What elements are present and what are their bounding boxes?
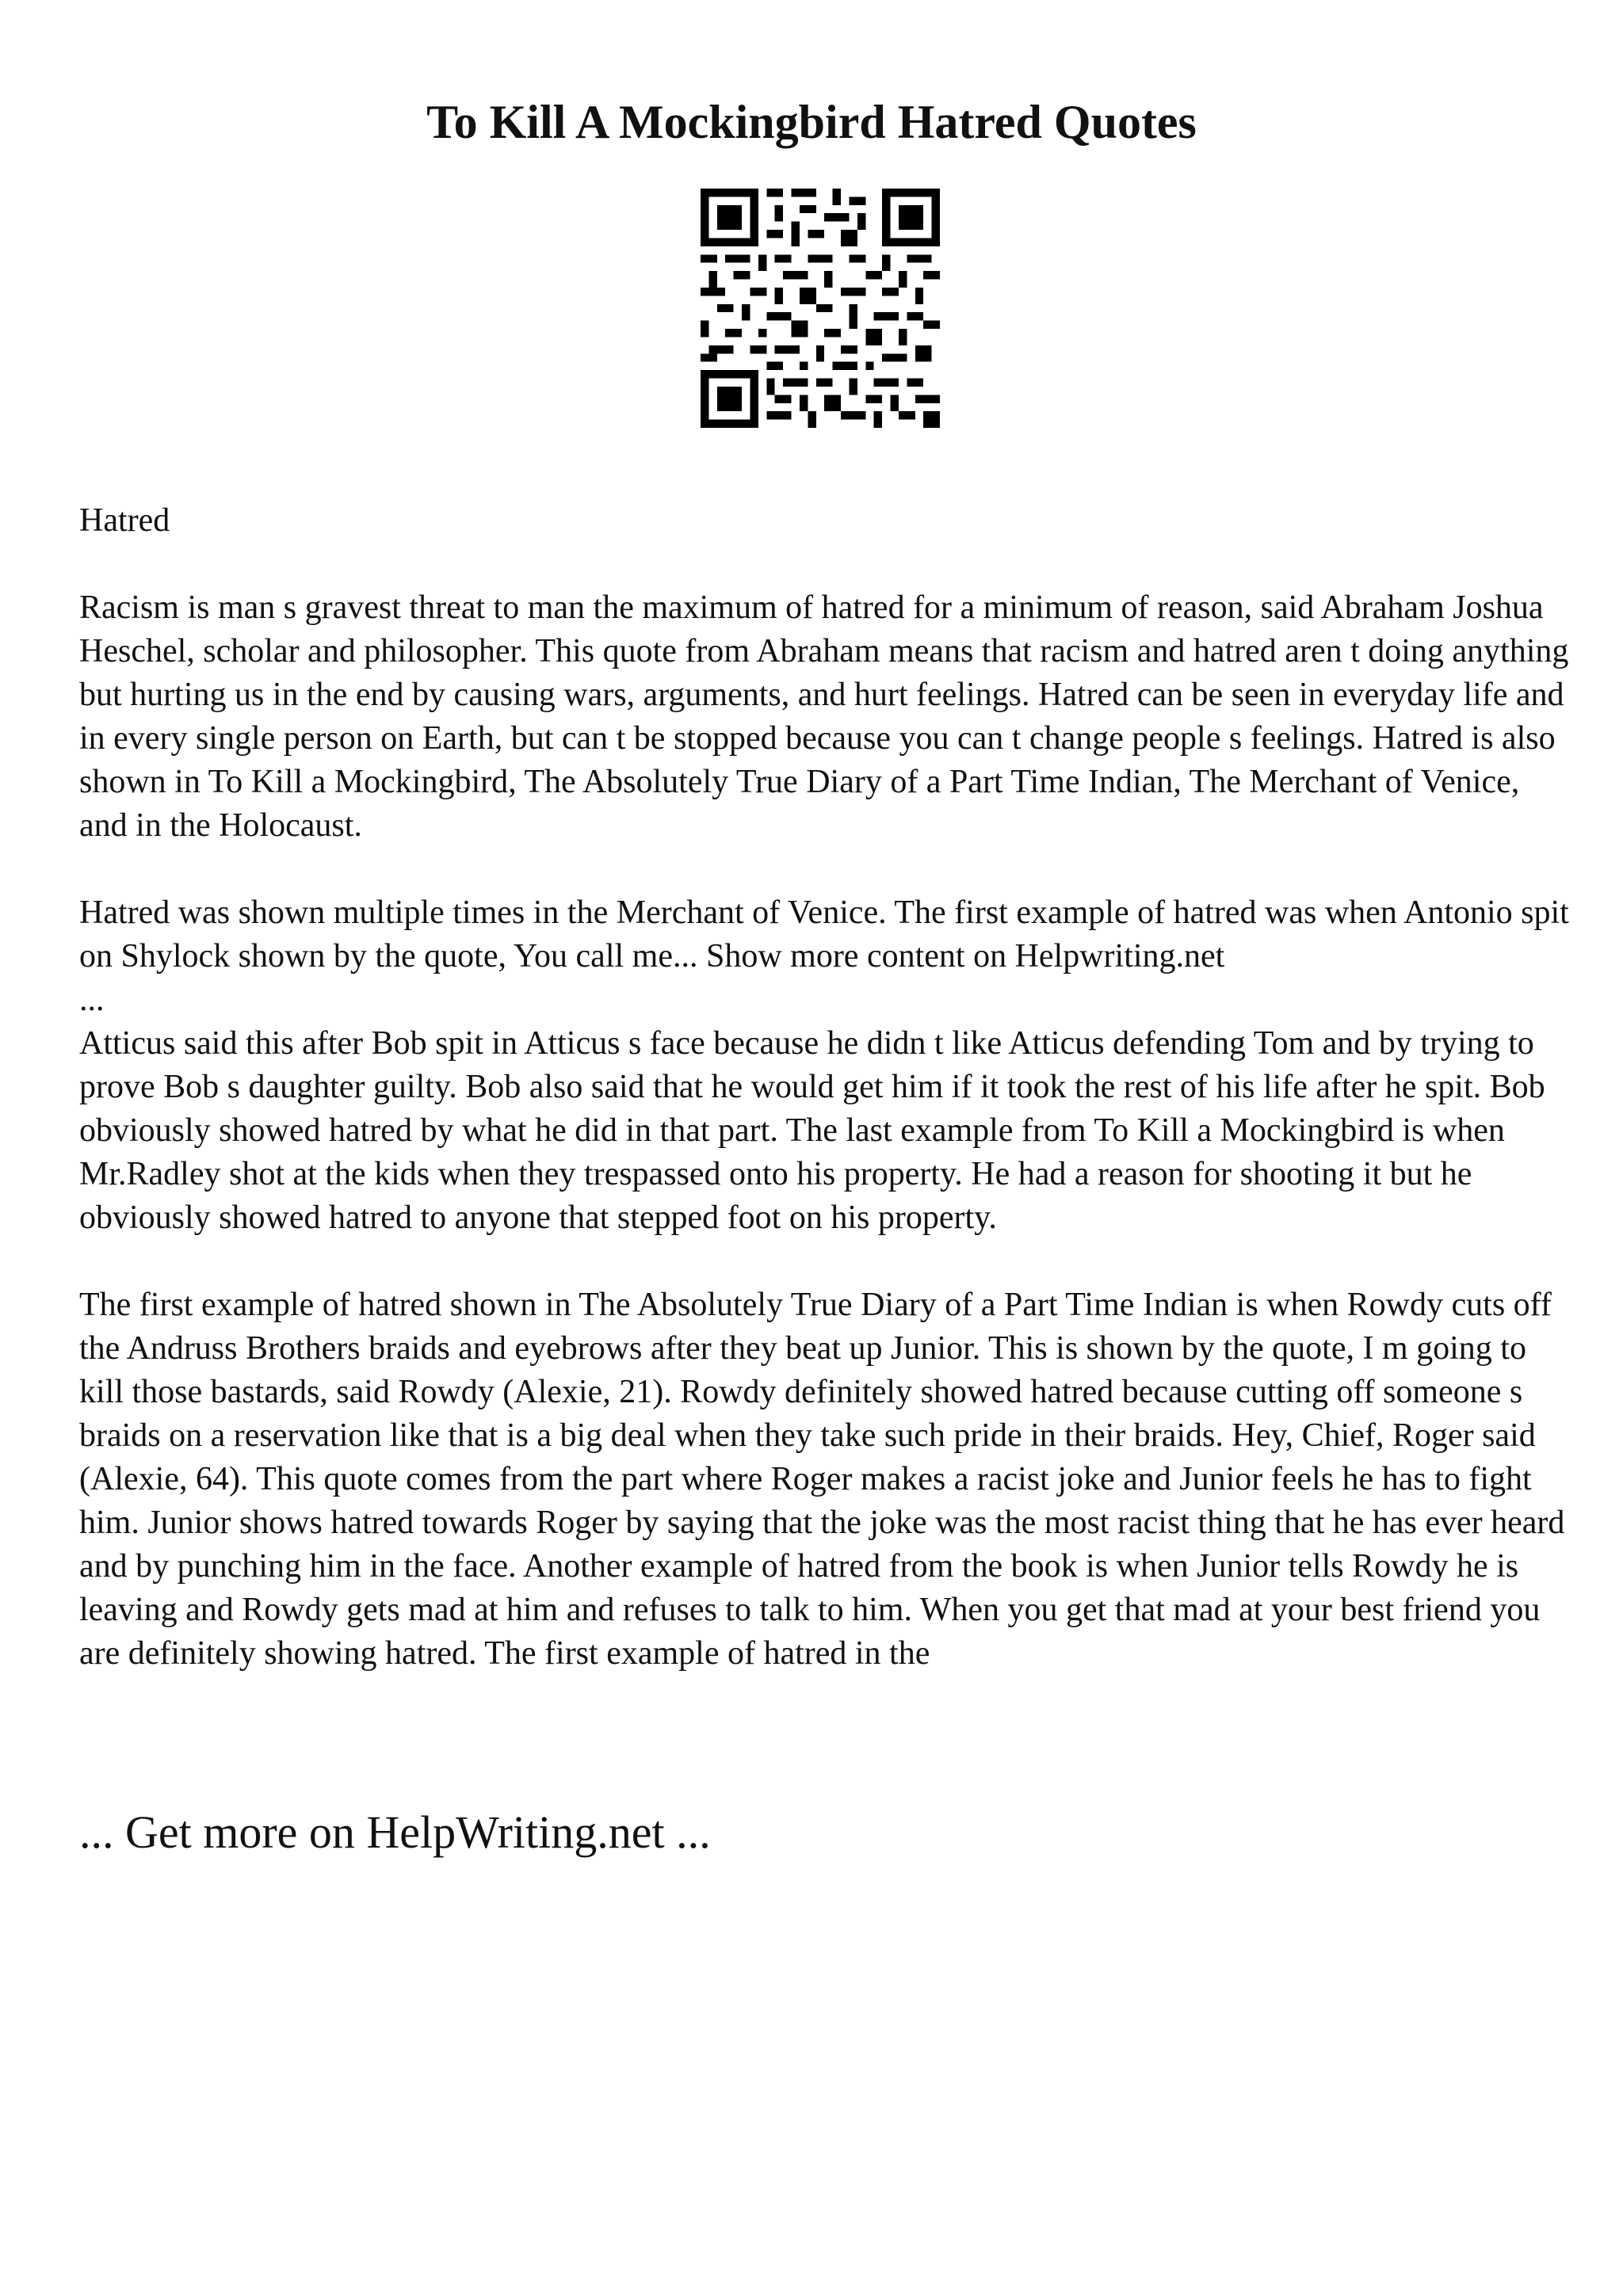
section-heading: Hatred — [79, 502, 170, 539]
paragraph-atticus: Atticus said this after Bob spit in Atticus s face because he didn t like Atticus defending Tom and by trying to prove Bob s daughter guilty. Bob also said that he would get him if it took the rest of his life after he spit. Bob obviously showed hatred by what he did in that part. The last example from To Kill a Mockingbird is when Mr.Radley shot at the kids when they trespassed onto his property. He had a reason for shooting it but he obviously showed hatred to anyone that stepped foot on his property. — [79, 1025, 1545, 1236]
paragraph-absolutely-true-diary: The first example of hatred shown in The Absolutely True Diary of a Part Time Indian is when Rowdy cuts off the Andruss Brothers braids and eyebrows after they beat up Junior. This is shown by the quote, I m going to kill those bastards, said Rowdy (Alexie, 21). Rowdy definitely showed hatred because cutting off someone s braids on a reservation like that is a big deal when they take such pride in their braids. Hey, Chief, Roger said (Alexie, 64). This quote comes from the part where Roger makes a racist joke and Junior feels he has to fight him. Junior shows hatred towards Roger by saying that the joke was the most racist thing that he has ever heard and by punching him in the face. Another example of hatred from the book is when Junior tells Rowdy he is leaving and Rowdy gets mad at him and refuses to talk to him. When you get that mad at your best friend you are definitely showing hatred. The first example of hatred in the — [79, 1287, 1565, 1672]
document-body — [79, 499, 1569, 1719]
qr-code-icon — [701, 187, 940, 429]
paragraph-intro: Racism is man s gravest threat to man the maximum of hatred for a minimum of reason, said Abraham Joshua Heschel, scholar and philosopher. This quote from Abraham means that racism and hatred aren t doing anything but hurting us in the end by causing wars, arguments, and hurt feelings. Hatred can be seen in everyday life and in every single person on Earth, but can t be stopped because you can t change people s feelings. Hatred is also shown in To Kill a Mockingbird, The Absolutely True Diary of a Part Time Indian, The Merchant of Venice, and in the Holocaust. — [79, 589, 1569, 844]
paragraph-merchant: Hatred was shown multiple times in the Merchant of Venice. The first example of hatred was when Antonio spit on Shylock shown by the quote, You call me... Show more content on Helpwriting.net — [79, 894, 1569, 974]
paragraph-ellipsis: ... — [79, 982, 105, 1018]
document-title: To Kill A Mockingbird Hatred Quotes — [426, 96, 1197, 148]
get-more-link[interactable]: ... Get more on HelpWriting.net ... — [79, 1806, 711, 1858]
